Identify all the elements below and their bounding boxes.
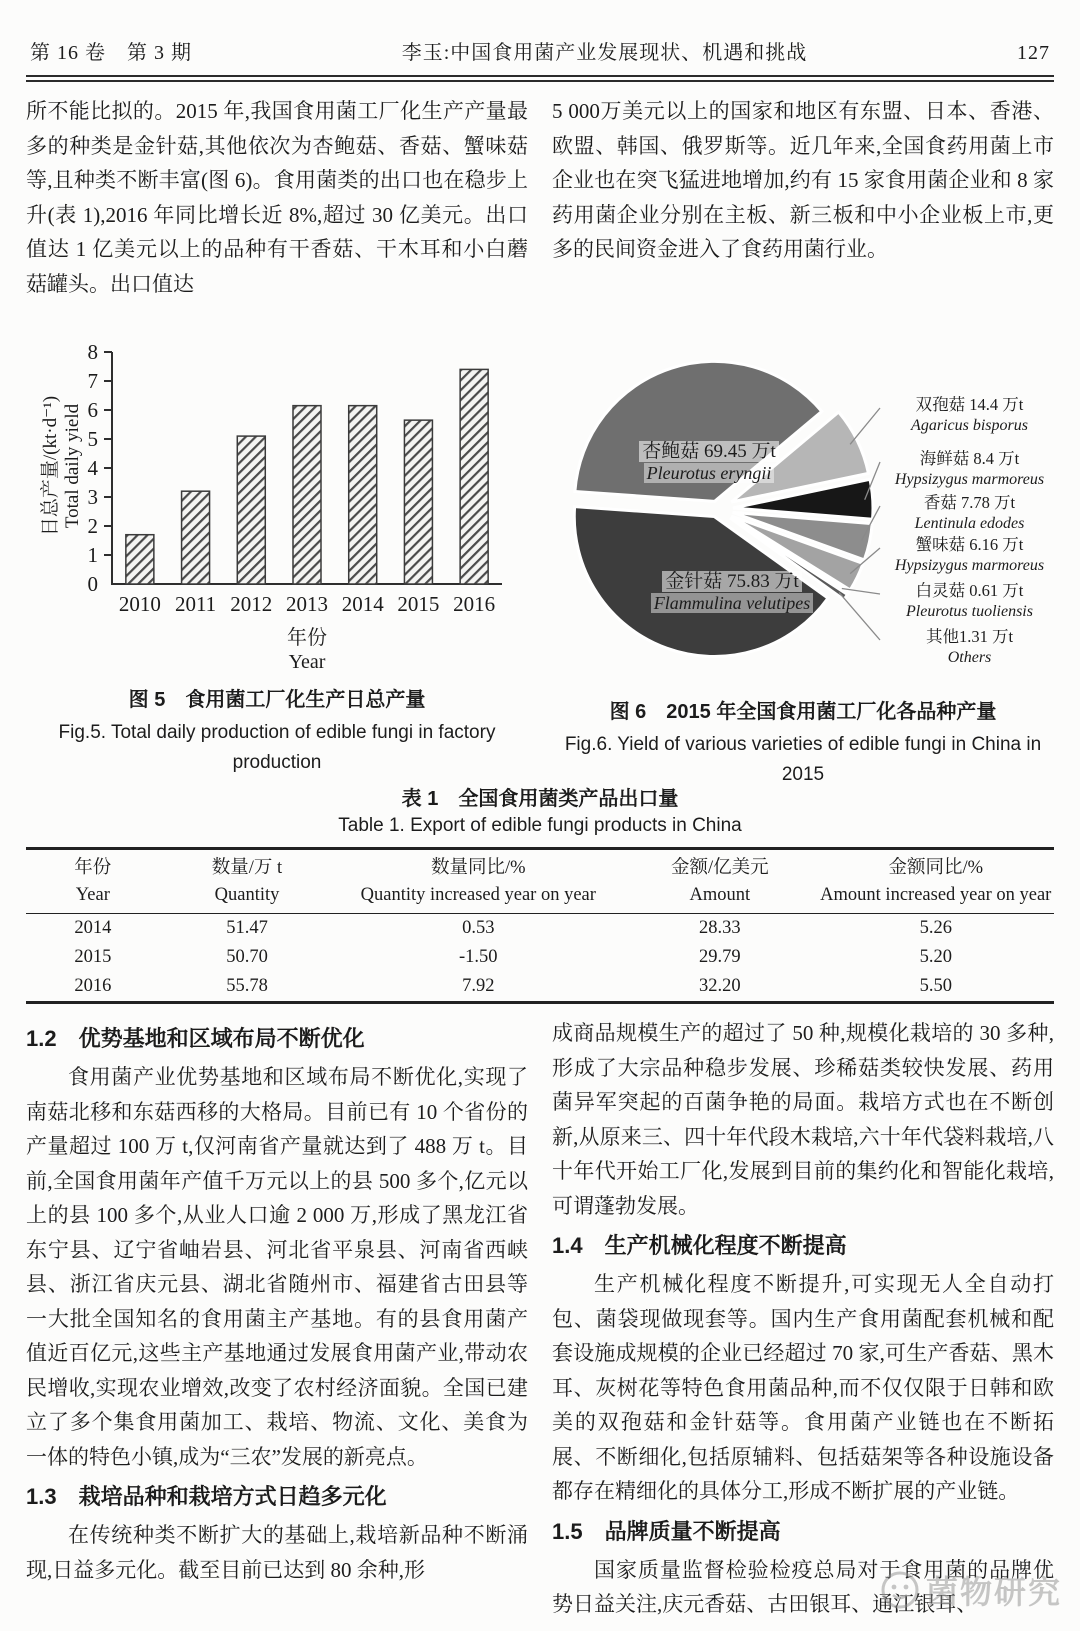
section-1-2-heading: 1.2 优势基地和区域布局不断优化	[26, 1026, 365, 1051]
section-1-5-paragraph: 国家质量监督检验检疫总局对于食用菌的品牌优势日益关注,庆元香菇、古田银耳、通江银耳、	[552, 1557, 1054, 1616]
y-tick-label: 6	[87, 398, 98, 422]
x-axis-label-en: Year	[288, 651, 326, 672]
bar-2010	[126, 535, 154, 584]
cell: 5.26	[919, 918, 952, 938]
table1-head	[26, 849, 1054, 914]
table1-block	[26, 782, 1054, 1004]
section-1-4-heading: 1.4 生产机械化程度不断提高	[552, 1233, 847, 1258]
legend-label-latin: Hypsizygus marmoreus	[894, 557, 1045, 574]
th-amount-zh: 金额/亿美元	[671, 858, 769, 878]
table1	[26, 847, 1054, 1004]
table1-header-en-row	[26, 882, 1054, 914]
cell: 28.33	[699, 918, 741, 938]
figure-5	[26, 344, 528, 772]
th-qty-yoy-en: Quantity increased year on year	[334, 882, 622, 914]
table1-header-zh-row	[26, 849, 1054, 883]
legend-label-zh: 海鲜菇 8.4 万t	[919, 449, 1020, 468]
legend-label-zh: 蟹味菇 6.16 万t	[915, 535, 1024, 554]
table-row	[26, 914, 1054, 944]
th-year-zh: 年份	[74, 858, 112, 878]
section-1-4-paragraph: 生产机械化程度不断提升,可实现无人全自动打包、菌袋现做现套等。国内生产食用菌配套机械和配套设施成规模的企业已经超过 70 家,可生产香菇、黑木耳、灰树花等特色食用菌品种,而不仅仅限于日韩和欧美的双孢菇和金针菇等。食用菌产业链也在不断拓展、不断细化,包括原辅料、包括菇架等各种设施设备都存在精细化的具体分工,形成不断扩展的产业链。	[552, 1272, 1054, 1503]
section-1-3-heading: 1.3 栽培品种和栽培方式日趋多元化	[26, 1484, 387, 1509]
cell: 51.47	[226, 918, 268, 938]
legend-label-zh: 香菇 7.78 万t	[923, 493, 1016, 512]
bar-2011	[182, 491, 210, 584]
x-tick-label: 2014	[341, 592, 384, 616]
intro-columns	[26, 94, 1054, 340]
pie-label-latin: Flammulina velutipes	[651, 593, 813, 613]
intro-right-paragraph: 5 000万美元以上的国家和地区有东盟、日本、香港、欧盟、韩国、俄罗斯等。近几年来,全国食药用菌上市企业也在突飞猛进地增加,约有 15 家食用菌企业和 8 家药用菌企业分别在主板、新三板和中小企业板上市,更多的民间资金进入了食药用菌行业。	[552, 99, 1054, 261]
table1-title-zh: 表 1 全国食用菌类产品出口量	[401, 788, 679, 810]
cell: 5.50	[919, 976, 952, 996]
y-tick-label: 3	[87, 485, 98, 509]
pie-label-text: 金针菇 75.83 万t	[662, 571, 802, 592]
fig5-caption-en: Fig.5. Total daily production of edible fungi in factory production	[58, 722, 496, 773]
figure-6	[552, 344, 1054, 785]
bar-2014	[349, 406, 377, 584]
cell: 2015	[74, 947, 112, 967]
legend-others	[882, 626, 1057, 668]
legend-label-zh: 其他1.31 万t	[925, 627, 1014, 646]
leader-line-1	[850, 408, 880, 444]
section-1-5-heading: 1.5 品牌质量不断提高	[552, 1518, 781, 1544]
legend-label-latin: Others	[947, 649, 992, 666]
pie-label-pleurotus-eryngii	[574, 436, 844, 484]
body-right-column	[552, 1016, 1054, 1622]
x-tick-label: 2010	[118, 592, 161, 616]
y-tick-label: 0	[87, 572, 98, 596]
cell: 32.20	[699, 976, 741, 996]
volume-issue: 第 16 卷 第 3 期	[30, 42, 192, 64]
cell: 50.70	[226, 947, 268, 967]
bar-2012	[237, 436, 265, 584]
y-tick-label: 2	[87, 514, 98, 538]
th-quantity-zh: 数量/万 t	[211, 858, 283, 878]
figures-row	[26, 344, 1054, 785]
legend-agaricus	[882, 394, 1057, 436]
fig5-caption-zh: 图 5 食用菌工厂化生产日总产量	[128, 689, 426, 711]
cell: 7.92	[462, 976, 495, 996]
cell: 29.79	[699, 947, 741, 967]
table1-body	[26, 914, 1054, 1003]
section-1-3-paragraph-right: 成商品规模生产的超过了 50 种,规模化栽培的 30 多种,形成了大宗品种稳步发展、珍稀菇类较快发展、药用菌异军突起的百菌争艳的局面。栽培方式也在不断创新,从原来三、四十年代段木栽培,六十年代袋料栽培,八十年代开始工厂化,发展到目前的集约化和智能化栽培,可谓蓬勃发展。	[552, 1021, 1054, 1218]
bar-2015	[404, 420, 432, 584]
fig6-caption-zh: 图 6 2015 年全国食用菌工厂化各品种产量	[609, 701, 997, 723]
legend-label-zh: 双孢菇 14.4 万t	[915, 395, 1024, 414]
th-qty-yoy-zh: 数量同比/%	[431, 858, 526, 878]
pie-label-latin: Pleurotus eryngii	[644, 463, 775, 483]
th-year-en: Year	[26, 882, 160, 914]
legend-label-latin: Agaricus bisporus	[911, 417, 1028, 434]
th-amt-yoy-en: Amount increased year on year	[818, 882, 1054, 914]
legend-label-latin: Hypsizygus marmoreus	[894, 471, 1045, 488]
x-tick-label: 2015	[397, 592, 440, 616]
watermark-text: 菌物研究	[925, 1574, 1062, 1610]
intro-left-column	[26, 94, 528, 340]
cell: 2014	[74, 918, 112, 938]
intro-right-column	[552, 94, 1054, 340]
section-1-2-paragraph: 食用菌产业优势基地和区域布局不断优化,实现了南菇北移和东菇西移的大格局。目前已有 10 个省份的产量超过 100 万 t,仅河南省产量就达到了 488 万 t。目前,全国食用菌年产值千万元以上的县 500 多个,亿元以上的县 100 多个,从业人口逾 2 000 万,形成了黑龙江省东宁县、辽宁省岫岩县、河北省平泉县、河南省西峡县、浙江省庆元县、湖北省随州市、福建省古田县等一大批全国知名的食用菌主产基地。有的县食用菌产值近百亿元,这些主产基地通过发展食用菌产业,带动农民增收,实现农业增效,改变了农村经济面貌。全国已建立了多个集食用菌加工、栽培、物流、文化、美食为一体的特色小镇,成为“三农”发展的新亮点。	[26, 1065, 528, 1469]
x-tick-label: 2011	[174, 592, 217, 616]
y-tick-label: 7	[87, 369, 98, 393]
legend-label-zh: 白灵菇 0.61 万t	[915, 581, 1024, 600]
y-tick-label: 8	[87, 344, 98, 364]
bar-2016	[460, 369, 488, 584]
legend-label-latin: Pleurotus tuoliensis	[906, 603, 1033, 620]
bar-2013	[293, 406, 321, 584]
fig6-caption-en: Fig.6. Yield of various varieties of edible fungi in China in 2015	[564, 734, 1042, 785]
y-axis-label-zh: 日总产量/(kt·d⁻¹)	[40, 395, 61, 537]
x-axis-label-zh: 年份	[287, 627, 327, 649]
body-columns	[26, 1016, 1054, 1622]
th-quantity-en: Quantity	[160, 882, 335, 914]
legend-pleurotus-tuoliensis	[882, 580, 1057, 622]
legend-hypsizygus-1	[882, 448, 1057, 490]
intro-left-paragraph: 所不能比拟的。2015 年,我国食用菌工厂化生产产量最多的种类是金针菇,其他依次为杏鲍菇、香菇、蟹味菇等,且种类不断丰富(图 6)。食用菌类的出口也在稳步上升(表 1),2016 年同比增长近 8%,超过 30 亿美元。出口值达 1 亿美元以上的品种有干香菇、干木耳和小白蘑菇罐头。出口值达	[26, 99, 528, 296]
x-tick-label: 2012	[230, 592, 273, 616]
x-tick-label: 2016	[453, 592, 496, 616]
table1-title-en: Table 1. Export of edible fungi products in China	[338, 815, 742, 836]
header-double-rule	[26, 75, 1054, 82]
y-tick-label: 1	[87, 543, 98, 567]
page-header	[26, 30, 1054, 75]
legend-lentinula	[882, 492, 1057, 534]
cell: -1.50	[459, 947, 498, 967]
fig6-pie-box	[552, 344, 1054, 689]
cell: 55.78	[226, 976, 268, 996]
cell: 5.20	[919, 947, 952, 967]
table-row	[26, 972, 1054, 1003]
th-amt-yoy-zh: 金额同比/%	[888, 858, 984, 878]
y-tick-label: 4	[87, 456, 98, 480]
y-tick-label: 5	[87, 427, 98, 451]
pie-label-text: 杏鲍菇 69.45 万t	[639, 441, 779, 462]
running-title: 李玉:中国食用菌产业发展现状、机遇和挑战	[401, 42, 808, 64]
body-left-column	[26, 1016, 528, 1622]
legend-hypsizygus-2	[882, 534, 1057, 576]
x-tick-label: 2013	[286, 592, 328, 616]
section-1-3-paragraph-left: 在传统种类不断扩大的基础上,栽培新品种不断涌现,日益多元化。截至目前已达到 80 余种,形	[26, 1523, 528, 1582]
fig5-bar-chart	[40, 344, 510, 672]
pie-label-flammulina	[592, 566, 872, 614]
y-axis-label-en: Total daily yield	[62, 403, 83, 529]
table-row	[26, 943, 1054, 972]
cell: 2016	[74, 976, 112, 996]
legend-label-latin: Lentinula edodes	[914, 515, 1025, 532]
cell: 0.53	[462, 918, 495, 938]
page-number: 127	[1017, 42, 1050, 64]
th-amount-en: Amount	[622, 882, 817, 914]
